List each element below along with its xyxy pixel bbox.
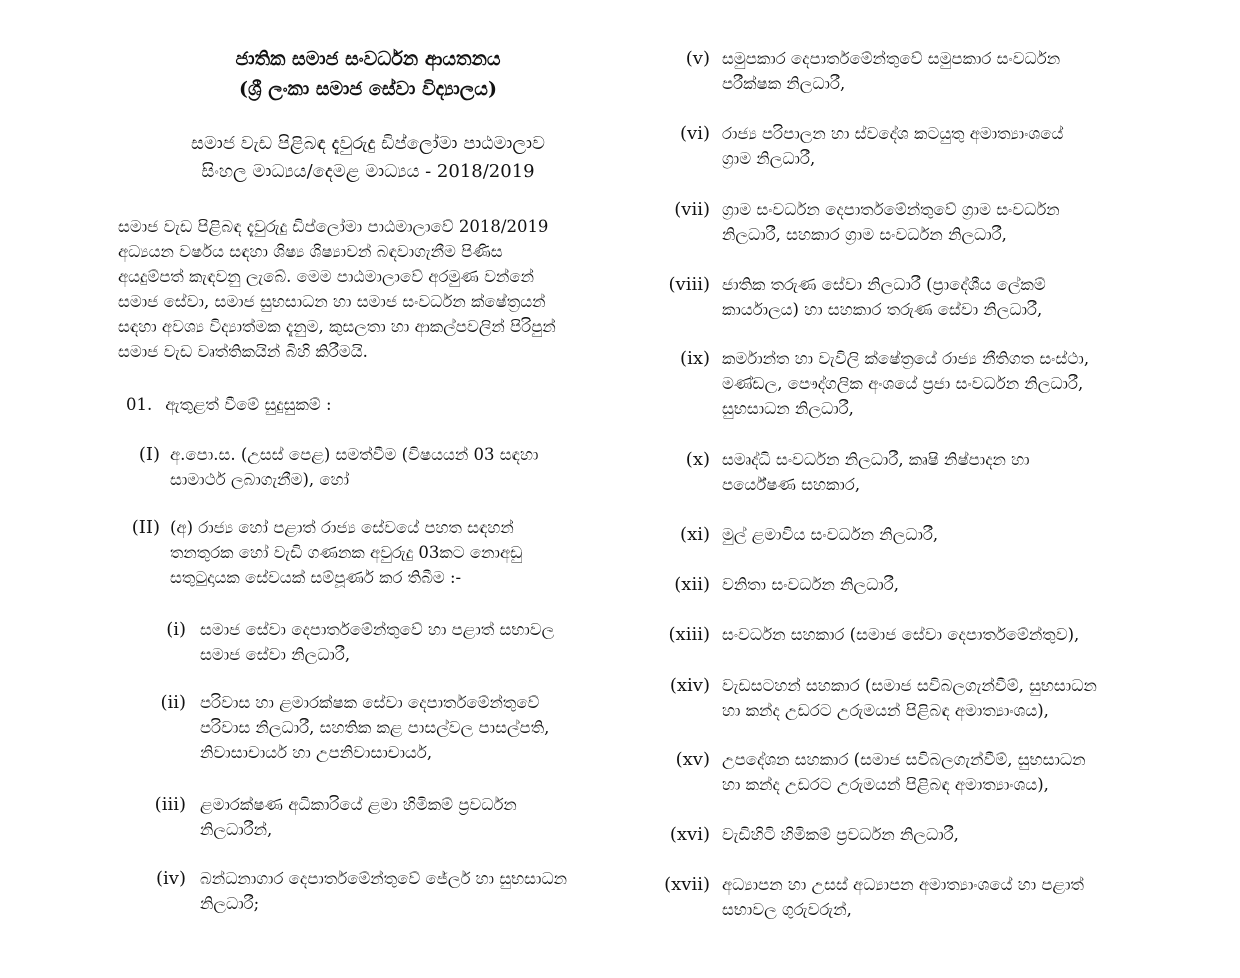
intro-line: අධ්‍යයන වර්ෂය සඳහා ශිෂ්‍ය ශිෂ්‍යාවන් බඳවාගැනීම පිණිස (118, 242, 503, 261)
item-marker: (I) (138, 444, 160, 465)
item-marker: (vi) (680, 123, 710, 144)
item-marker: (ix) (680, 348, 710, 369)
item-text (722, 572, 1145, 597)
institute-title: ජාතික සමාජ සංවර්ධන ආයතනය (235, 48, 501, 70)
item-text-line: මණ්ඩල, පෞද්ගලික අංශයේ ප්‍රජා සංවර්ධන නිලධාරී, (722, 374, 1084, 393)
item-text-line: නිලධාරී; (200, 894, 260, 913)
item-marker: (v) (685, 48, 710, 69)
item-text (170, 515, 618, 590)
item-text (722, 447, 1145, 497)
item-marker: (iii) (154, 794, 186, 815)
item-text-line: පරීක්ෂක නිලධාරී, (722, 74, 846, 93)
intro-line: සමාජ වැඩ පිළිබඳ දැවුරුදු ඩිප්ලෝමා පාඨමාලාවේ 2018/2019 (118, 217, 549, 236)
item-marker: (xiii) (668, 624, 710, 645)
item-marker: (II) (131, 517, 160, 538)
intro-paragraph (118, 214, 618, 364)
item-text (200, 866, 618, 916)
intro-line: සමාජ සේවා, සමාජ සුභසාධන හා සමාජ සංවර්ධන ක්ෂේත්‍රයන් (118, 292, 546, 311)
item-text-line: නිලධාරී, සහකාර ග්‍රාම සංවර්ධන නිලධාරී, (722, 225, 1007, 244)
item-text-line: කර්මාන්ත හා වැවිලි ක්ෂේත්‍රයේ රාජ්‍ය නීතිගත සංස්ථා, (722, 349, 1090, 368)
item-text (200, 617, 618, 667)
item-text-line: ග්‍රාම නිලධාරී, (722, 149, 816, 168)
item-text-line: වැඩිහිටි හිමිකම් ප්‍රවර්ධන නිලධාරී, (722, 825, 959, 844)
item-text (722, 822, 1145, 847)
item-text (722, 46, 1145, 96)
item-text-line: කාර්යාලය) හා සහකාර තරුණ සේවා නිලධාරී, (722, 300, 1043, 319)
item-text-line: සභාවල ගුරුවරුන්, (722, 900, 852, 919)
item-text (200, 792, 618, 842)
item-text-line: ජාතික තරුණ සේවා නිලධාරී (ප්‍රාදේශීය ලේකම් (722, 275, 1046, 294)
course-medium-year: සිංහල මාධ්‍යය/දෙමළ මාධ්‍යය - 2018/2019 (201, 161, 535, 182)
intro-line: සමාජ වැඩ වෘත්තිකයින් බිහි කිරීමයි. (118, 342, 368, 361)
item-marker: (xi) (680, 524, 710, 545)
item-text-line: පරිවාස නිලධාරී, සහතික කළ පාසල්වල පාසල්පති, (200, 718, 550, 737)
item-text-line: බන්ධනාගාර දෙපාර්තමේන්තුවේ ජේලර් හා සුභසාධන (200, 869, 568, 888)
item-text (170, 442, 618, 492)
item-text-line: වැඩසටහන් සහකාර (සමාජ සවිබලගැන්වීම්, සුභසාධන (722, 676, 1097, 695)
item-text-line: සමුපකාර දෙපාර්තමේන්තුවේ සමුපකාර සංවර්ධන (722, 49, 1061, 68)
item-text-line: පරිවාස හා ළමාරක්ෂක සේවා දෙපාර්තමේන්තුවේ (200, 693, 540, 712)
course-title: සමාජ වැඩ පිළිබඳ දැවුරුදු ඩිප්ලෝමා පාඨමාලාව (191, 133, 545, 154)
item-marker: (x) (685, 449, 710, 470)
item-text (722, 872, 1145, 922)
item-text-line: සාමාර්ථ ලබාගැනීම), හෝ (170, 470, 350, 489)
item-marker: (xii) (674, 574, 710, 595)
item-text-line: තනතුරක හෝ වැඩි ගණනක අවුරුදු 03කට නොඅඩු (170, 543, 523, 562)
item-text-line: සංවර්ධන සහකාර (සමාජ සේවා දෙපාර්තමේන්තුව), (722, 625, 1080, 644)
item-text-line: අධ්‍යාපන හා උසස් අධ්‍යාපන අමාත්‍යාංශයේ හා පළාත් (722, 875, 1084, 894)
item-marker: (i) (166, 619, 186, 640)
item-text-line: මුල් ළමාවිය සංවර්ධන නිලධාරී, (722, 525, 939, 544)
section-number: 01. (126, 395, 153, 414)
intro-line: අයදුම්පත් කැඳවනු ලැබේ. මෙම පාඨමාලාවේ අරමුණ වන්නේ (118, 267, 534, 286)
section-title: ඇතුළත් වීමේ සුදුසුකම් : (165, 395, 332, 414)
item-marker: (xvii) (664, 874, 710, 895)
item-text-line: (අ) රාජ්‍ය හෝ පළාත් රාජ්‍ය සේවයේ පහත සඳහන් (170, 518, 514, 537)
item-text-line: ළමාරක්ෂණ අධිකාරියේ ළමා හිමිකම් ප්‍රවර්ධන (200, 795, 517, 814)
item-text (722, 622, 1145, 647)
item-text-line: ග්‍රාම සංවර්ධන දෙපාර්තමේන්තුවේ ග්‍රාම සංවර්ධන (722, 200, 1060, 219)
item-marker: (xv) (675, 749, 710, 770)
item-text (722, 272, 1145, 322)
item-marker: (ii) (160, 692, 186, 713)
item-text-line: හා කන්ද උඩරට උරුමයන් පිළිබඳ අමාත්‍යාංශය), (722, 775, 1049, 794)
item-text-line: සමාජ සේවා දෙපාර්තමේන්තුවේ හා පළාත් සභාවල (200, 620, 555, 639)
item-marker: (xiv) (669, 675, 710, 696)
item-text-line: රාජ්‍ය පරිපාලන හා ස්වදේශ කටයුතු අමාත්‍යාංශයේ (722, 124, 1064, 143)
item-text (200, 690, 618, 765)
item-marker: (xvi) (669, 824, 710, 845)
item-text-line: අ.පො.ස. (උසස් පෙළ) සමත්වීම (විෂයයන් 03 සඳහා (170, 445, 539, 464)
item-text (722, 346, 1145, 421)
item-text-line: සතුටුදායක සේවයක් සම්පූර්ණ කර තිබීම :- (170, 568, 462, 587)
item-text-line: හා කන්ද උඩරට උරුමයන් පිළිබඳ අමාත්‍යාංශය), (722, 701, 1049, 720)
item-text-line: සමාජ සේවා නිලධාරී, (200, 645, 351, 664)
item-text-line: පර්යේෂණ සහකාර, (722, 475, 861, 494)
item-marker: (iv) (156, 868, 186, 889)
item-text-line: සමෘද්ධි සංවර්ධන නිලධාරී, කෘෂි නිෂ්පාදන හා (722, 450, 1030, 469)
item-text-line: නිලධාරීන්, (200, 820, 273, 839)
institute-subtitle: (ශ්‍රී ලංකා සමාජ සේවා විද්‍යාලය) (239, 78, 497, 100)
section-heading (126, 395, 332, 415)
item-marker: (viii) (668, 274, 710, 295)
item-text-line: සුභසාධන නිලධාරී, (722, 399, 854, 418)
item-text-line: වනිතා සංවර්ධන නිලධාරී, (722, 575, 899, 594)
item-text (722, 747, 1145, 797)
item-text (722, 673, 1145, 723)
item-marker: (vii) (674, 199, 710, 220)
intro-line: සඳහා අවශ්‍ය විද්‍යාත්මක දැනුම, කුසලතා හා ආකල්පවලින් පිරිපුන් (118, 317, 556, 336)
item-text (722, 522, 1145, 547)
item-text-line: උපදේශන සහකාර (සමාජ සවිබලගැන්වීම්, සුභසාධන (722, 750, 1086, 769)
item-text (722, 121, 1145, 171)
item-text-line: නිවාසාචාර්ය හා උපනිවාසාචාර්ය, (200, 743, 433, 762)
item-text (722, 197, 1145, 247)
